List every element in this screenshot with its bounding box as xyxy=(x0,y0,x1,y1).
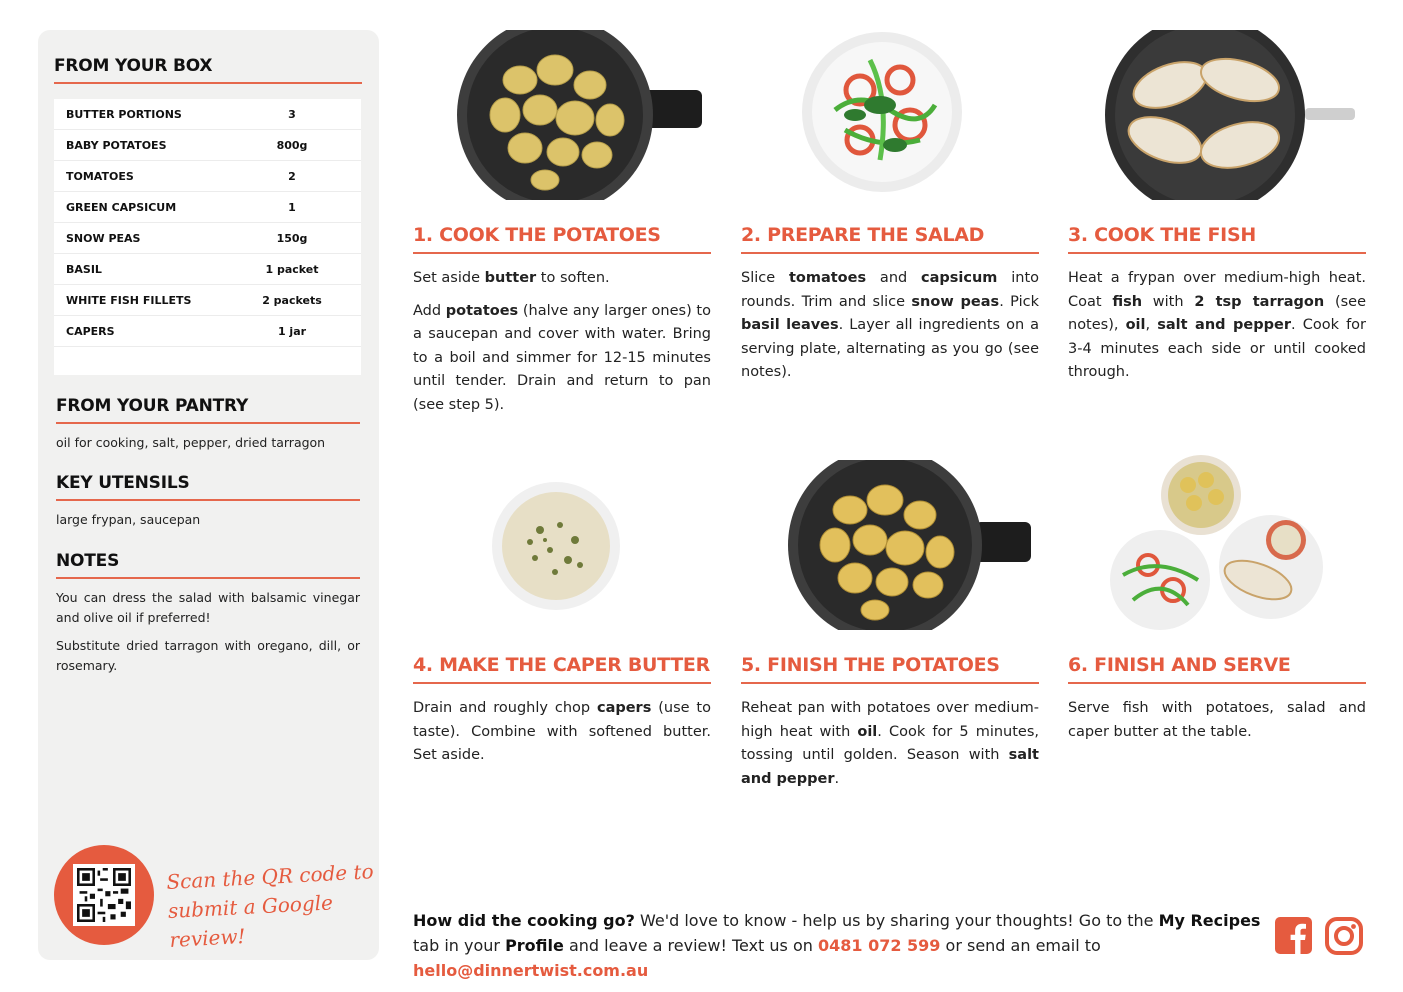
step-text: . Layer all ingredients on a serving plate, alternating as you go (see notes). xyxy=(741,317,1039,380)
step-text: . Cook for 3-4 minutes each side or until cooked through. xyxy=(1068,317,1367,380)
ingredient-qty: 1 jar xyxy=(277,324,307,338)
ingredient-qty: 800g xyxy=(276,138,308,152)
utensils-title: KEY UTENSILS xyxy=(56,473,360,501)
photo-fish-in-pan xyxy=(1100,30,1360,200)
ingredient-name: WHITE FISH FILLETS xyxy=(66,293,192,307)
ingredient-highlight: potatoes xyxy=(445,302,519,319)
ingredient-name: GREEN CAPSICUM xyxy=(66,200,177,214)
step-6-body xyxy=(1068,697,1366,744)
step-3-title: 3. COOK THE FISH xyxy=(1068,224,1366,254)
ingredient-highlight: 2 tsp tarragon xyxy=(1194,293,1325,310)
ingredients-table xyxy=(54,99,361,375)
note-1: You can dress the salad with balsamic vinegar and olive oil if preferred! xyxy=(56,590,360,625)
qr-caption xyxy=(166,857,381,955)
ingredient-name: BUTTER PORTIONS xyxy=(66,107,182,121)
pantry-text: oil for cooking, salt, pepper, dried tarragon xyxy=(56,435,326,450)
pantry-title: FROM YOUR PANTRY xyxy=(56,396,360,424)
photo-plated-meal xyxy=(1108,455,1328,630)
step-paragraph xyxy=(413,300,711,418)
qr-badge[interactable] xyxy=(54,845,154,945)
table-row xyxy=(54,130,361,161)
step-4 xyxy=(413,654,711,768)
step-3-body xyxy=(1068,267,1366,385)
step-1-body xyxy=(413,267,711,417)
email-link[interactable]: hello@dinnertwist.com.au xyxy=(413,961,649,980)
step-paragraph xyxy=(741,697,1039,791)
step-5-title: 5. FINISH THE POTATOES xyxy=(741,654,1039,684)
step-paragraph xyxy=(1068,267,1366,385)
step-text: Heat a frypan over medium-high heat. Coat xyxy=(1068,270,1366,310)
step-4-body xyxy=(413,697,711,768)
ingredient-highlight: salt and pepper xyxy=(741,747,1039,787)
footer-text-1: We'd love to know - help us by sharing your thoughts! Go to the xyxy=(634,911,1159,930)
step-text: . Cook for 5 minutes, tossing until golden. Season with xyxy=(741,723,1039,763)
table-row xyxy=(54,254,361,285)
ingredient-highlight: basil leaves xyxy=(741,317,839,333)
ingredient-qty: 1 xyxy=(288,200,296,214)
ingredient-highlight: snow peas xyxy=(911,293,1000,310)
qr-caption-line-1: Scan the QR code to xyxy=(165,859,375,895)
step-text: Drain and roughly chop xyxy=(413,700,597,716)
ingredient-name: CAPERS xyxy=(66,324,115,338)
step-text: Set aside xyxy=(413,270,485,286)
instagram-icon[interactable] xyxy=(1325,917,1363,955)
table-row xyxy=(54,285,361,316)
ingredient-highlight: fish xyxy=(1112,293,1143,310)
ingredient-highlight: capsicum xyxy=(921,270,998,286)
notes-title: NOTES xyxy=(56,551,360,579)
ingredient-name: TOMATOES xyxy=(66,169,134,183)
qr-caption-line-2: submit a Google review! xyxy=(167,890,334,952)
ingredient-qty: 150g xyxy=(276,231,308,245)
step-text: (halve any larger ones) to a saucepan and cover with water. Bring to a boil and simmer for 12-15 minutes until tender. Drain and return to pan (see step 5). xyxy=(413,302,711,413)
ingredient-highlight: oil xyxy=(1125,317,1146,333)
step-text: and xyxy=(866,270,922,286)
ingredient-name: BASIL xyxy=(66,262,102,276)
table-row xyxy=(54,99,361,130)
footer-text-2: tab in your xyxy=(413,936,506,955)
footer-text-3: and leave a review! Text us on xyxy=(563,936,818,955)
qr-code-icon[interactable] xyxy=(73,864,135,926)
step-paragraph xyxy=(413,697,711,768)
step-paragraph xyxy=(413,267,711,291)
step-text: (see notes), xyxy=(1068,293,1367,333)
footer-text-4: or send an email to xyxy=(940,936,1101,955)
step-2-title: 2. PREPARE THE SALAD xyxy=(741,224,1039,254)
ingredient-highlight: salt and pepper xyxy=(1157,317,1292,333)
photo-golden-potatoes-in-pot xyxy=(780,460,1035,630)
step-text: into rounds. Trim and slice xyxy=(741,270,1040,310)
photo-potatoes-in-pot xyxy=(445,30,705,200)
notes-section xyxy=(56,551,360,676)
table-row xyxy=(54,192,361,223)
ingredient-highlight: tomatoes xyxy=(788,270,867,286)
step-text: . Pick xyxy=(999,293,1039,310)
step-text: , xyxy=(1145,317,1158,333)
ingredient-highlight: oil xyxy=(857,723,878,740)
step-6-title: 6. FINISH AND SERVE xyxy=(1068,654,1366,684)
step-5-body xyxy=(741,697,1039,791)
step-text: Slice xyxy=(741,270,789,286)
step-text: . xyxy=(834,770,840,787)
sidebar xyxy=(38,30,379,960)
review-footer xyxy=(413,908,1263,983)
table-row xyxy=(54,316,361,347)
ingredient-qty: 3 xyxy=(288,107,296,121)
step-1-title: 1. COOK THE POTATOES xyxy=(413,224,711,254)
facebook-icon[interactable] xyxy=(1275,917,1312,954)
step-6 xyxy=(1068,654,1366,744)
step-text: (use to taste). Combine with softened butter. Set aside. xyxy=(413,700,711,763)
utensils-section xyxy=(56,473,360,530)
step-text: to soften. xyxy=(536,270,610,286)
photo-salad-plate xyxy=(800,30,965,195)
note-2: Substitute dried tarragon with oregano, dill, or rosemary. xyxy=(56,638,360,673)
photo-caper-butter-bowl xyxy=(490,480,622,612)
step-paragraph xyxy=(1068,697,1366,744)
utensils-text: large frypan, saucepan xyxy=(56,512,201,527)
ingredient-qty: 2 packets xyxy=(262,293,322,307)
step-1 xyxy=(413,224,711,417)
step-text: Add xyxy=(413,302,446,319)
step-3 xyxy=(1068,224,1366,385)
ingredient-highlight: butter xyxy=(484,270,537,286)
footer-my-recipes: My Recipes xyxy=(1158,911,1261,930)
table-row xyxy=(54,223,361,254)
ingredient-highlight: capers xyxy=(596,700,652,716)
ingredient-name: SNOW PEAS xyxy=(66,231,141,245)
ingredient-qty: 2 xyxy=(288,169,296,183)
step-2 xyxy=(741,224,1039,385)
table-row xyxy=(54,161,361,192)
from-your-box-title: FROM YOUR BOX xyxy=(54,56,362,84)
step-paragraph xyxy=(741,267,1039,385)
step-text: Reheat pan with potatoes over medium-high heat with xyxy=(741,700,1039,740)
phone-link[interactable]: 0481 072 599 xyxy=(817,936,941,955)
ingredient-name: BABY POTATOES xyxy=(66,138,167,152)
footer-profile: Profile xyxy=(505,936,564,955)
pantry-section xyxy=(56,396,360,453)
footer-question: How did the cooking go? xyxy=(413,911,635,930)
ingredient-qty: 1 packet xyxy=(265,262,319,276)
step-text: Serve fish with potatoes, salad and caper butter at the table. xyxy=(1068,700,1366,740)
step-5 xyxy=(741,654,1039,791)
step-text: with xyxy=(1142,293,1195,310)
step-4-title: 4. MAKE THE CAPER BUTTER xyxy=(413,654,711,684)
step-2-body xyxy=(741,267,1039,385)
